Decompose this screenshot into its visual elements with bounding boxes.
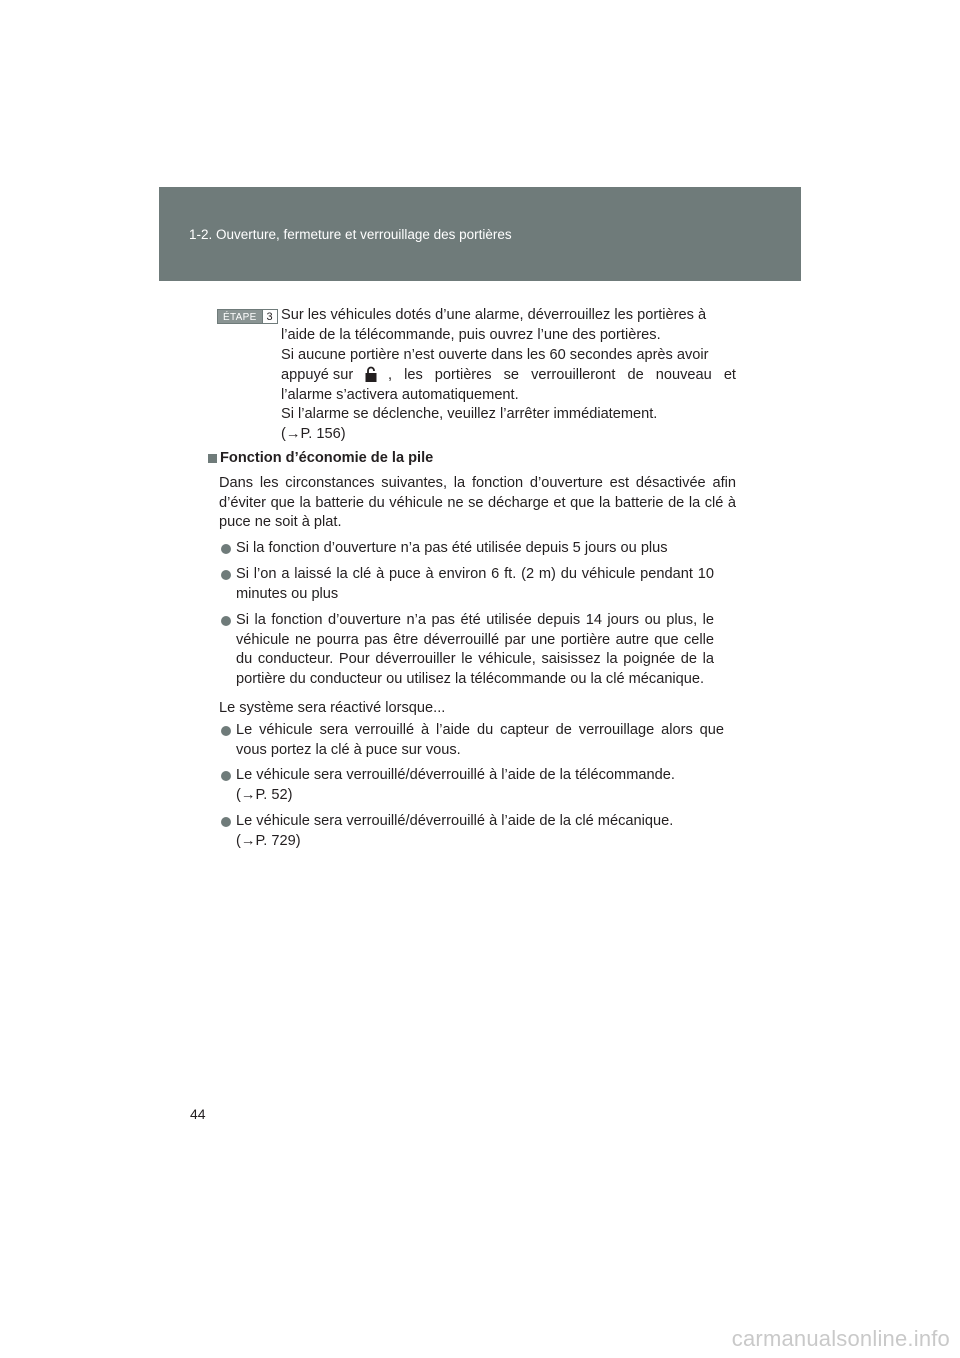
bullet-dot-icon xyxy=(221,726,231,736)
step-badge xyxy=(217,309,278,324)
bullet-dot-icon xyxy=(221,771,231,781)
list-item: Si la fonction d’ouverture n’a pas été utilisée depuis 14 jours ou plus, le véhicule ne pourra pas être déverrouillé par une portière autre que celle du conducteur. Pour déverrouiller le véhicule, saisissez la poignée de la portière du conducteur ou utilisez la télécommande ou la clé mécanique. xyxy=(236,612,714,687)
list-item: Si l’on a laissé la clé à puce à environ 6 ft. (2 m) du véhicule pendant 10 minutes ou plus xyxy=(236,566,714,602)
step-text-6: Si l’alarme se déclenche, veuillez l’arrêter immédiatement. xyxy=(281,406,658,422)
unlock-icon xyxy=(364,366,378,382)
section-title: 1-2. Ouverture, fermeture et verrouillage des portières xyxy=(189,227,512,242)
step-text-4: appuyé sur , les portières se verrouilleront de nouveau et xyxy=(281,367,736,383)
step-label: ÉTAPE xyxy=(217,309,262,324)
bullet-dot-icon xyxy=(221,544,231,554)
page-reference: (→P. 52) xyxy=(236,786,293,803)
list-item: Si la fonction d’ouverture n’a pas été utilisée depuis 5 jours ou plus xyxy=(236,540,668,556)
list-item: Le véhicule sera verrouillé/déverrouillé à l’aide de la télécommande. (→P. 52) xyxy=(236,766,736,805)
step-text-1: Sur les véhicules dotés d’une alarme, déverrouillez les portières à xyxy=(281,307,707,323)
section-heading: Fonction d’économie de la pile xyxy=(220,450,434,466)
watermark: carmanualsonline.info xyxy=(731,1326,950,1351)
list-item: Le véhicule sera verrouillé à l’aide du capteur de verrouillage alors que vous portez la clé à puce sur vous. xyxy=(236,722,724,758)
section-intro: Dans les circonstances suivantes, la fonction d’ouverture est désactivée afin d’éviter que la batterie du véhicule ne se décharge et que la batterie de la clé à puce ne soit à plat. xyxy=(219,475,736,530)
step-text-2: l’aide de la télécommande, puis ouvrez l’une des portières. xyxy=(281,327,661,343)
bullet-dot-icon xyxy=(221,616,231,626)
page-reference: (→P. 729) xyxy=(236,832,301,849)
step-text-3: Si aucune portière n’est ouverte dans les 60 secondes après avoir xyxy=(281,347,709,363)
step-ref: (→P. 156) xyxy=(281,426,346,442)
list-item: Le véhicule sera verrouillé/déverrouillé à l’aide de la clé mécanique. (→P. 729) xyxy=(236,812,736,851)
page-number: 44 xyxy=(190,1106,206,1122)
step-text-5: l’alarme s’activera automatiquement. xyxy=(281,387,519,403)
bullet-dot-icon xyxy=(221,817,231,827)
reactivation-note: Le système sera réactivé lorsque... xyxy=(219,700,446,716)
bullet-dot-icon xyxy=(221,570,231,580)
square-bullet-icon xyxy=(208,454,217,463)
step-number: 3 xyxy=(262,309,278,324)
section-header-bar xyxy=(159,187,801,281)
